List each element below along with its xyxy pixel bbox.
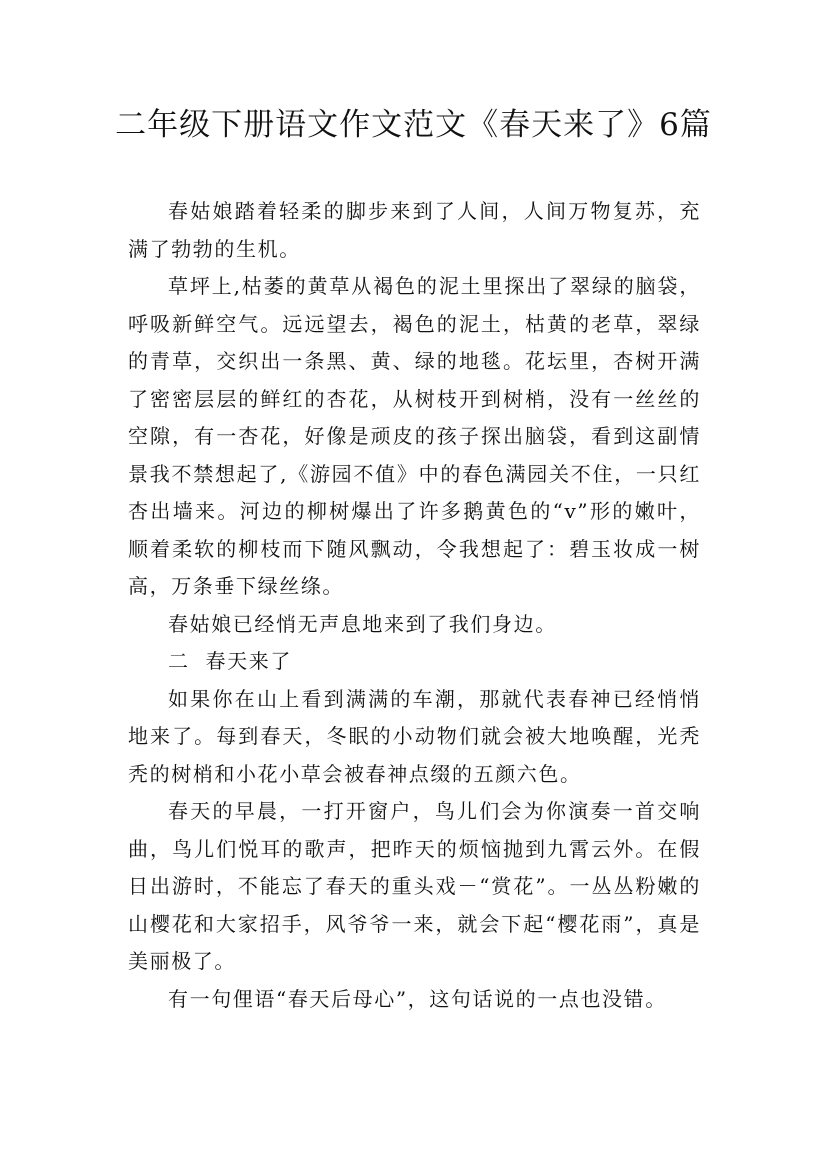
paragraph: 草坪上,枯萎的黄草从褐色的泥土里探出了翠绿的脑袋，呼吸新鲜空气。远远望去，褐色的泥土，枯黄的老草，翠绿的青草，交织出一条黑、黄、绿的地毯。花坛里，杏树开满了密密层层的鲜红的杏花，从树枝开到树梢，没有一丝丝的空隙，有一杏花，好像是顽皮的孩子探出脑袋，看到这副情景我不禁想起了,《游园不值》中的春色满园关不住，一只红杏出墙来。河边的柳树爆出了许多鹅黄色的“v”形的嫩叶，顺着柔软的柳枝而下随风飘动，令我想起了：碧玉妆成一树高，万条垂下绿丝绦。 <box>128 274 701 598</box>
paragraph: 春姑娘已经悄无声息地来到了我们身边。 <box>168 611 557 636</box>
paragraph: 如果你在山上看到满满的车潮，那就代表春神已经悄悄地来了。每到春天，冬眠的小动物们就会被大地唤醒，光秃秃的树梢和小花小草会被春神点缀的五颜六色。 <box>128 686 701 786</box>
section-heading: 二 春天来了 <box>168 649 292 673</box>
paragraph: 春天的早晨，一打开窗户，鸟儿们会为你演奏一首交响曲，鸟儿们悦耳的歌声，把昨天的烦恼抛到九霄云外。在假日出游时，不能忘了春天的重头戏－“赏花”。一丛丛粉嫩的山樱花和大家招手，风爷爷一来，就会下起“樱花雨”，真是美丽极了。 <box>128 799 701 973</box>
document-body <box>128 193 701 1018</box>
paragraph: 春姑娘踏着轻柔的脚步来到了人间，人间万物复苏，充满了勃勃的生机。 <box>128 199 701 261</box>
paragraph: 有一句俚语“春天后母心”，这句话说的一点也没错。 <box>168 986 667 1011</box>
document-title: 二年级下册语文作文范文《春天来了》6篇 <box>115 107 712 143</box>
